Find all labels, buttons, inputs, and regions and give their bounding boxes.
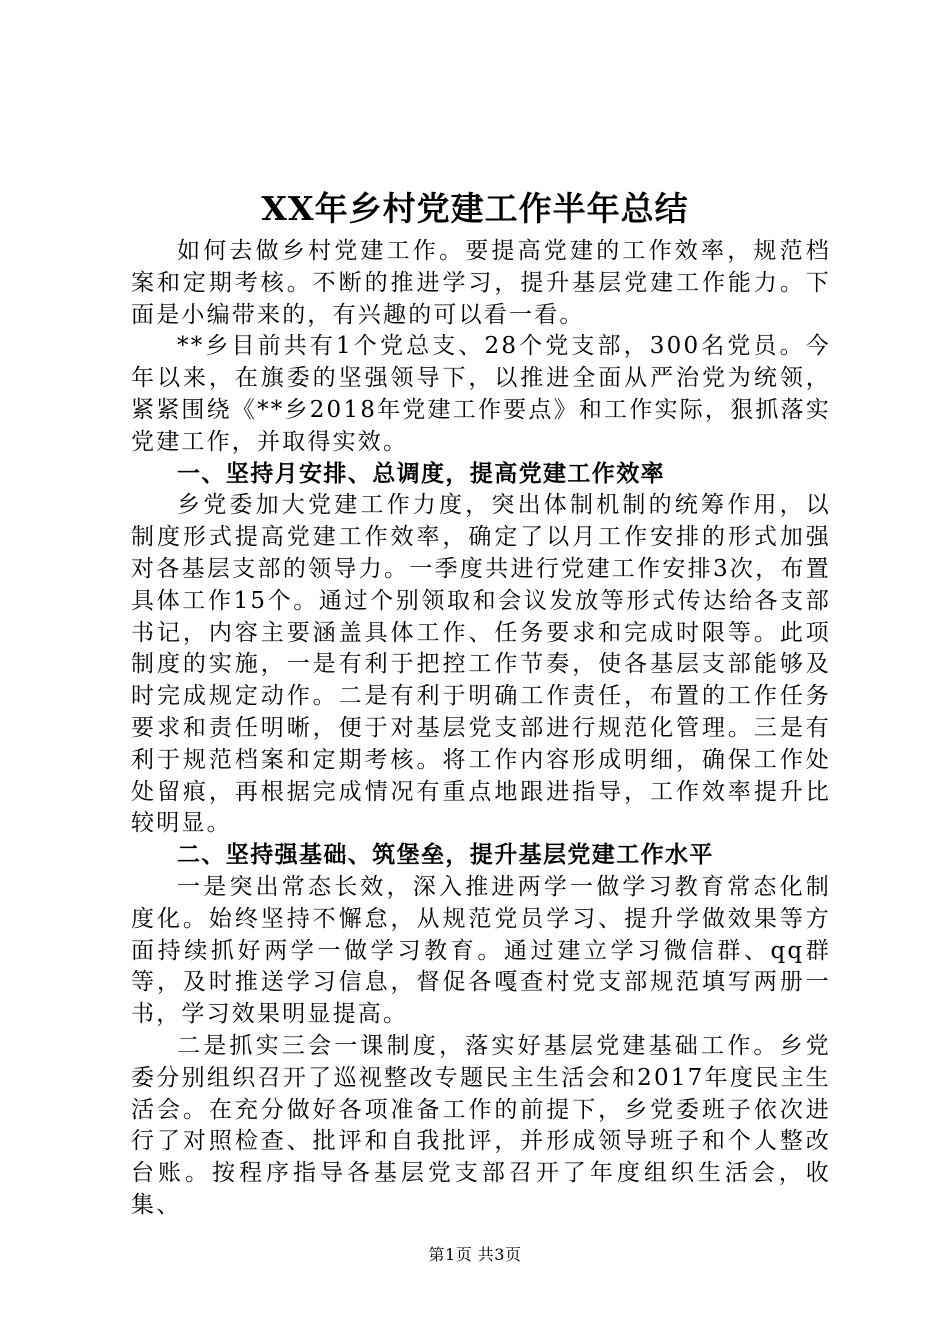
page-footer: 第1页 共3页 <box>428 1245 522 1264</box>
document-title: XX年乡村党建工作半年总结 <box>261 189 689 228</box>
document-body <box>131 236 831 1222</box>
section-2-paragraph-2: 二是抓实三会一课制度，落实好基层党建基础工作。乡党委分别组织召开了巡视整改专题民主生活会和2017年度民主生活会。在充分做好各项准备工作的前提下，乡党委班子依次进行了对照检查、批评和自我批评，并形成领导班子和个人整改台账。按程序指导各基层党支部召开了年度组织生活会，收集、 <box>131 1032 831 1218</box>
intro-paragraph: 如何去做乡村党建工作。要提高党建的工作效率，规范档案和定期考核。不断的推进学习，提升基层党建工作能力。下面是小编带来的，有兴趣的可以看一看。 <box>131 238 831 328</box>
section-1-paragraph: 乡党委加大党建工作力度，突出体制机制的统筹作用，以制度形式提高党建工作效率，确定了以月工作安排的形式加强对各基层支部的领导力。一季度共进行党建工作安排3次，布置具体工作15个。通过个别领取和会议发放等形式传达给各支部书记，内容主要涵盖具体工作、任务要求和完成时限等。此项制度的实施，一是有利于把控工作节奏，使各基层支部能够及时完成规定动作。二是有利于明确工作责任，布置的工作任务要求和责任明晰，便于对基层党支部进行规范化管理。三是有利于规范档案和定期考核。将工作内容形成明细，确保工作处处留痕，再根据完成情况有重点地跟进指导，工作效率提升比较明显。 <box>131 492 831 837</box>
section-2-paragraph-1: 一是突出常态长效，深入推进两学一做学习教育常态化制度化。始终坚持不懈怠，从规范党员学习、提升学做效果等方面持续抓好两学一做学习教育。通过建立学习微信群、qq群等，及时推送学习信息，督促各嘎查村党支部规范填写两册一书，学习效果明显提高。 <box>131 873 831 1028</box>
section-heading-1: 一、坚持月安排、总调度，提高党建工作效率 <box>177 460 665 487</box>
overview-paragraph: **乡目前共有1个党总支、28个党支部，300名党员。今年以来，在旗委的坚强领导下，以推进全面从严治党为统领，紧紧围绕《**乡2018年党建工作要点》和工作实际，狠抓落实党建工作，并取得实效。 <box>131 333 831 455</box>
section-heading-2: 二、坚持强基础、筑堡垒，提升基层党建工作水平 <box>177 842 714 869</box>
